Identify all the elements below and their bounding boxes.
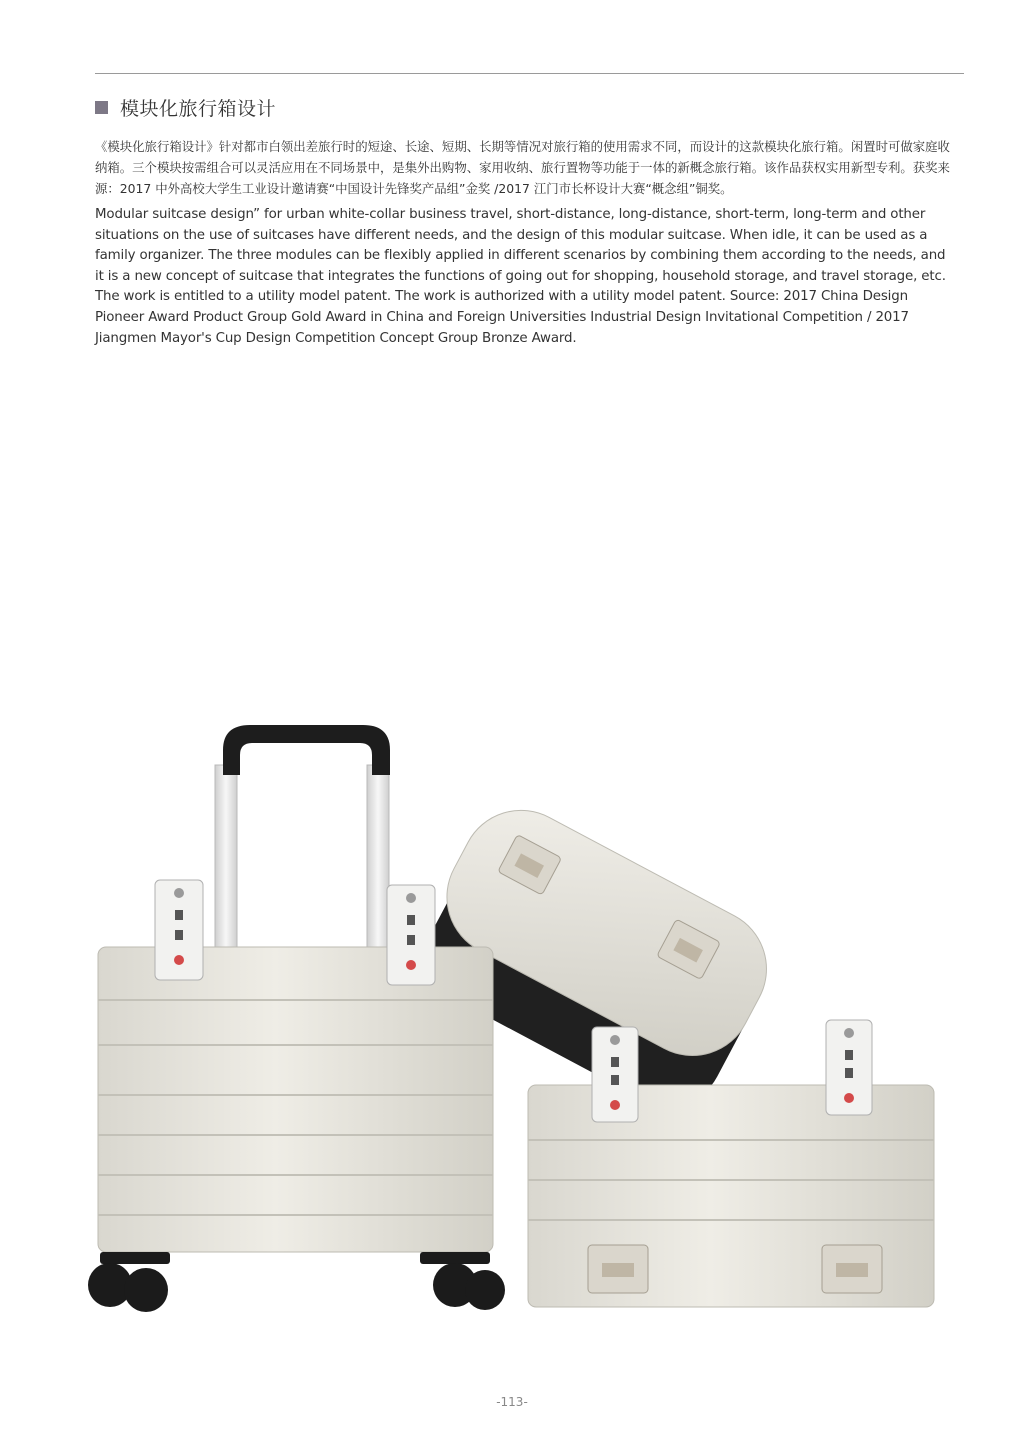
page-number: -113-: [496, 1395, 528, 1409]
top-divider: [95, 73, 964, 74]
modular-suitcase-photo: [80, 715, 950, 1325]
description-english: Modular suitcase design” for urban white-collar business travel, short-distance, long-distance, short-term, long-term and other situations on the use of suitcases have different needs, and the design of this modular suitcase. When idle, it can be used as a family organizer. The three modules can be flexibly applied in different scenarios by combining them according to the needs, and it is a new concept of suitcase that integrates the functions of going out for shopping, household storage, and travel storage, etc. The work is entitled to a utility model patent. The work is authorized with a utility model patent. Source: 2017 China Design Pioneer Award Product Group Gold Award in China and Foreign Universities Industrial Design Invitational Competition / 2017 Jiangmen Mayor's Cup Design Competition Concept Group Bronze Award.: [95, 207, 946, 346]
description-chinese: 《模块化旅行箱设计》针对都市白领出差旅行时的短途、长途、短期、长期等情况对旅行箱的使用需求不同，而设计的这款模块化旅行箱。闲置时可做家庭收纳箱。三个模块按需组合可以灵活应用在不同场景中，是集外出购物、家用收纳、旅行置物等功能于一体的新概念旅行箱。该作品获权实用新型专利。获奖来源：2017 中外高校大学生工业设计邀请赛“中国设计先锋奖产品组”金奖 /2017 江门市长杯设计大赛“概念组”铜奖。: [95, 139, 950, 196]
caster-wheels: [88, 1252, 505, 1312]
section-title: 模块化旅行箱设计: [120, 97, 277, 120]
heading-square-icon: [95, 101, 108, 114]
section-heading: [95, 92, 276, 122]
telescopic-handle: [215, 725, 390, 950]
left-trolley-module: [98, 880, 493, 1252]
